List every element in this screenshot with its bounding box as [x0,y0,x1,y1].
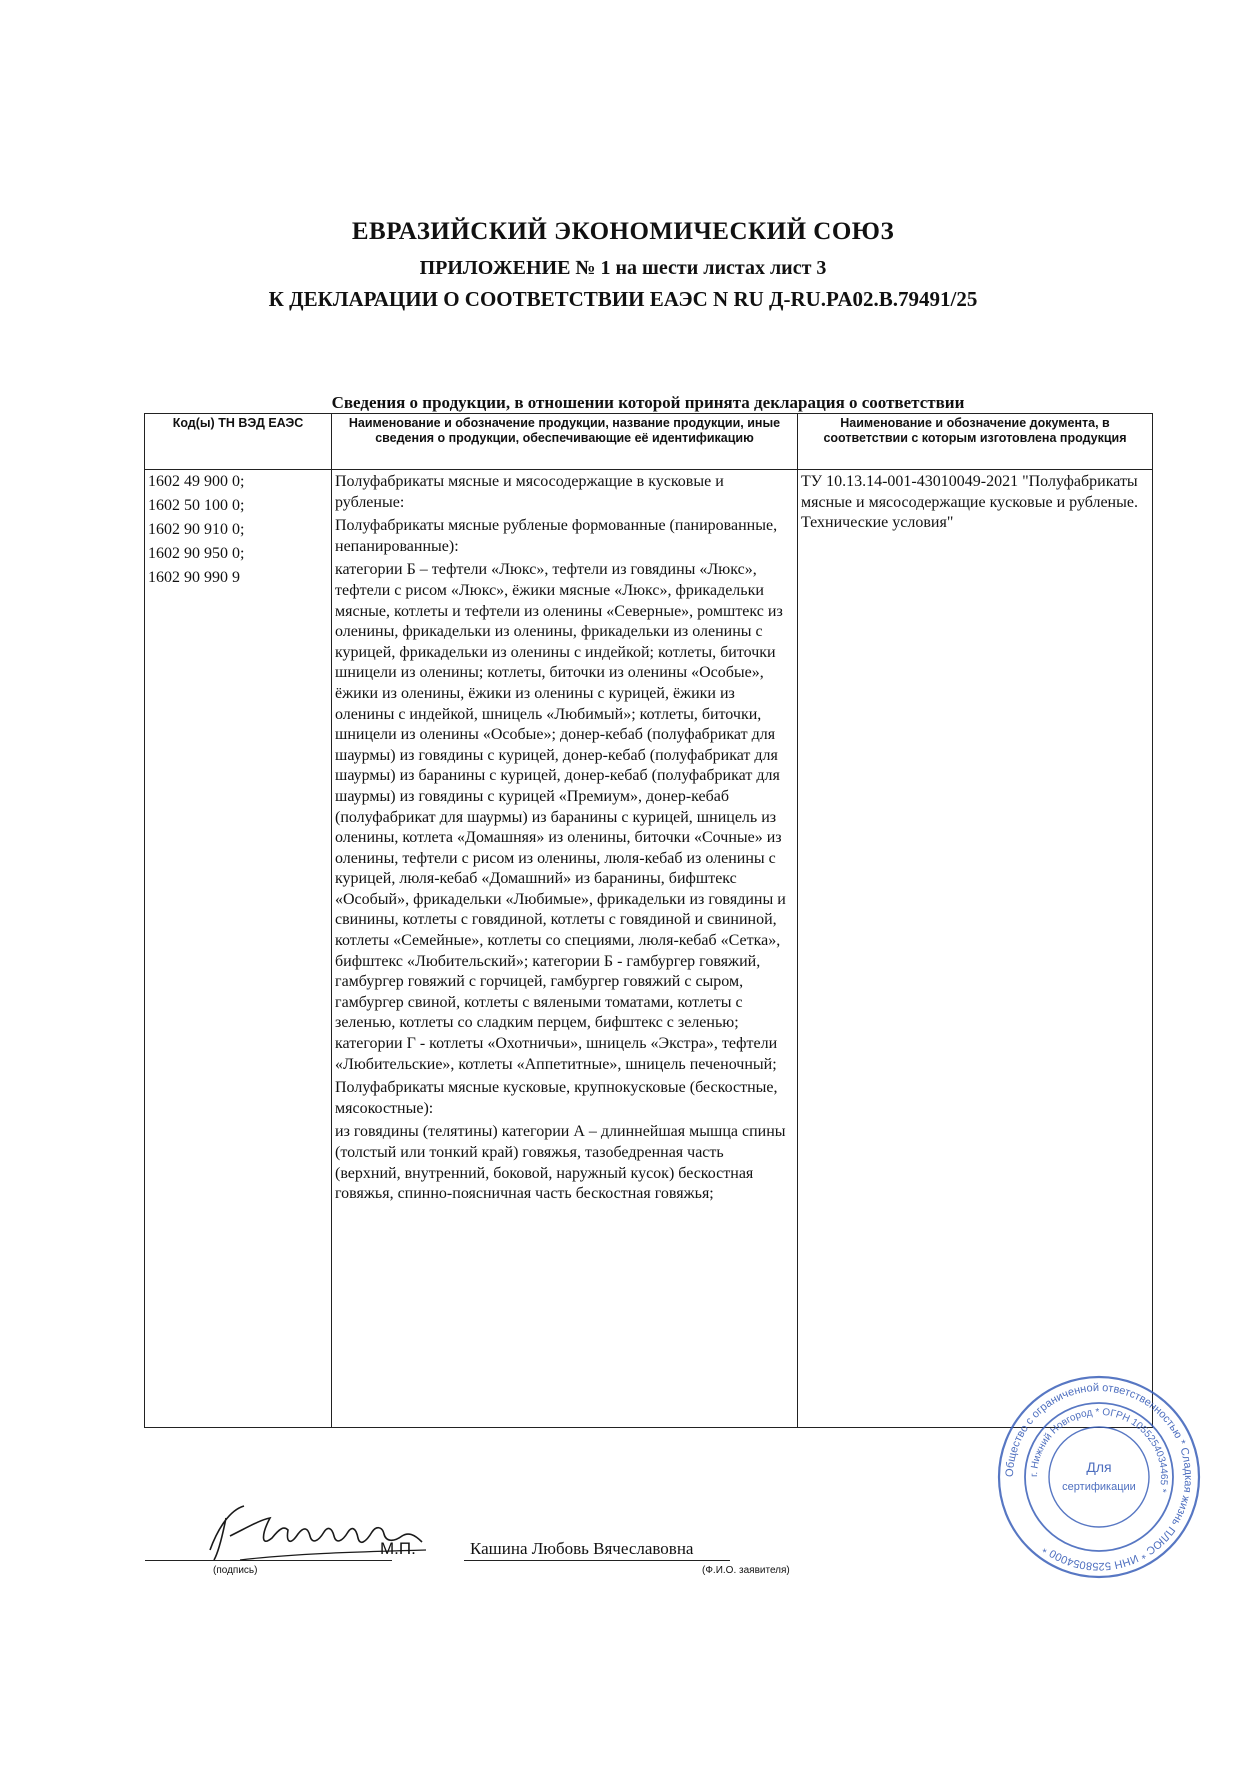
svg-text:Общество с ограниченной ответс: Общество с ограниченной ответственностью * Сладкая жизнь ПЛЮС * ИНН 5258054000 * [1003,1381,1195,1573]
hs-code: 1602 49 900 0; [148,473,245,490]
hs-code: 1602 90 910 0; [148,520,245,538]
hs-code: 1602 50 100 0; [148,496,245,514]
document-cell: ТУ 10.13.14-001-43010049-2021 "Полуфабрикаты мясные и мясосодержащие кусковые и рубленые. Технические условия" [798,470,1153,1428]
product-paragraph: Полуфабрикаты мясные кусковые, крупнокусковые (бескостные, мясокостные): [335,1079,778,1117]
column-header-document: Наименование и обозначение документа, в соответствии с которым изготовлена продукция [798,414,1153,470]
hs-code: 1602 90 990 9 [148,568,240,586]
table-row [145,470,1153,1428]
svg-text:сертификации: сертификации [1062,1481,1136,1493]
svg-text:г. Нижний Новгород * ОГРН 1055: г. Нижний Новгород * ОГРН 1055254034465 * [1028,1406,1170,1494]
product-paragraph: из говядины (телятины) категории А – длиннейшая мышца спины (толстый или тонкий край) говяжья, тазобедренная часть (верхний, внутренний, боковой, наружный кусок) бескостная говяжья, спинно-поясничная часть бескостная говяжья; [335,1123,786,1203]
product-cell [332,470,798,1428]
declaration-title: К ДЕКЛАРАЦИИ О СООТВЕТСТВИИ ЕАЭС N RU Д-RU.PA02.B.79491/25 [268,287,978,311]
table-caption: Сведения о продукции, в отношении которой принята декларация о соответствии [331,393,965,412]
signature-label: (подпись) [213,1565,258,1576]
svg-text:Для: Для [1086,1459,1112,1475]
applicant-label: (Ф.И.О. заявителя) [702,1565,790,1576]
product-paragraph: Полуфабрикаты мясные и мясосодержащие в кусковые и рубленые: [335,473,724,511]
signature-line [145,1560,392,1561]
union-title: ЕВРАЗИЙСКИЙ ЭКОНОМИЧЕСКИЙ СОЮЗ [351,218,895,245]
applicant-name: Кашина Любовь Вячеславовна [470,1539,694,1558]
handwritten-signature [200,1498,430,1568]
product-paragraph: Полуфабрикаты мясные рубленые формованные (панированные, непанированные): [335,517,778,555]
product-table [144,413,1153,1428]
appendix-title: ПРИЛОЖЕНИЕ № 1 на шести листах лист 3 [419,257,827,279]
product-paragraph: категории Б – тефтели «Люкс», тефтели из говядины «Люкс», тефтели с рисом «Люкс», ёжики мясные «Люкс», фрикадельки мясные, котлеты и тефтели из оленины «Северные», ромштекс из оленины, фрикадельки из оленины, фрикадельки из оленины с курицей, фрикадельки из оленины с индейкой; котлеты, биточки шницели из оленины; котлеты, биточки из оленины «Особые», ёжики из оленины, ёжики из оленины с курицей, ёжики из оленины с индейкой, шницель «Любимый»; котлеты, биточки, шницели из оленины «Особые»; донер-кебаб (полуфабрикат для шаурмы) из говядины с курицей, донер-кебаб (полуфабрикат для шаурмы) из баранины с курицей, донер-кебаб (полуфабрикат для шаурмы) из говядины с курицей «Премиум», донер-кебаб (полуфабрикат для шаурмы) из баранины с курицей, шницель из оленины, котлета «Домашняя» из оленины, биточки «Сочные» из оленины, тефтели с рисом из оленины, люля-кебаб из оленины с курицей, люля-кебаб «Домашний» из баранины, бифштекс «Особый», фрикадельки «Любимые», фрикадельки из говядины и свинины, котлеты с говядиной, котлеты с говядиной и свининой, котлеты «Семейные», котлеты со специями, люля-кебаб «Сетка», бифштекс «Любительский»; категории Б - гамбургер говяжий, гамбургер говяжий с горчицей, гамбургер говяжий с сыром, гамбургер свиной, котлеты с вялеными томатами, котлеты с зеленью, котлеты со сладким перцем, бифштекс с зеленью; категории Г - котлеты «Охотничьи», шницель «Экстра», тефтели «Любительские», котлеты «Аппетитные», шницель печеночный; [335,561,786,1073]
column-header-codes: Код(ы) ТН ВЭД ЕАЭС [145,414,332,470]
hs-code: 1602 90 950 0; [148,544,245,562]
seal-place-label: М.П. [380,1539,416,1558]
column-header-product: Наименование и обозначение продукции, название продукции, иные сведения о продукции, обеспечивающие её идентификацию [332,414,798,470]
codes-cell [145,470,332,1428]
table-header-row [145,414,1153,470]
applicant-name-line [464,1560,730,1561]
